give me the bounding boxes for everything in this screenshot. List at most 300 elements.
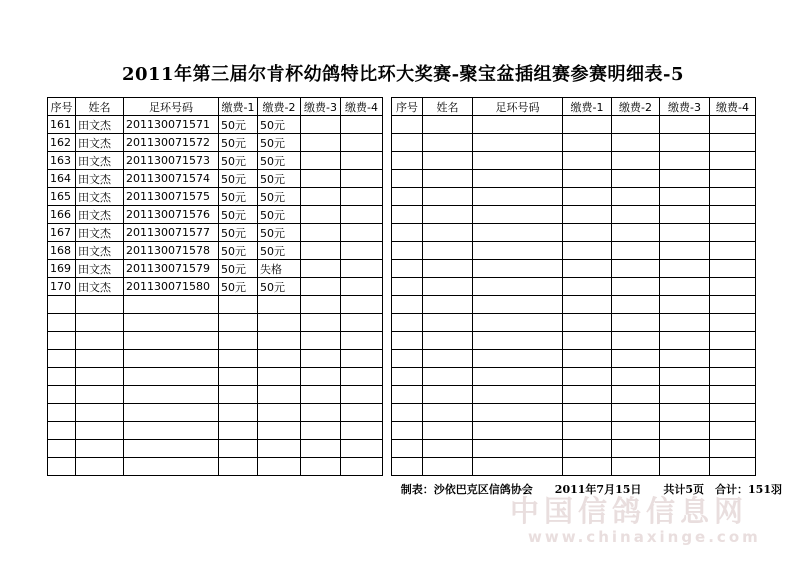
right-cell-ring bbox=[473, 134, 563, 152]
right-cell-no bbox=[392, 386, 423, 404]
right-cell-fee2 bbox=[612, 260, 660, 278]
left-cell-fee2: 50元 bbox=[258, 206, 301, 224]
right-cell-name bbox=[423, 296, 473, 314]
right-cell-fee2 bbox=[612, 368, 660, 386]
right-header-cell: 缴费-1 bbox=[563, 98, 612, 116]
left-cell-fee4 bbox=[341, 206, 383, 224]
table-row bbox=[392, 440, 756, 458]
right-cell-fee1 bbox=[563, 224, 612, 242]
left-cell-name: 田文杰 bbox=[76, 260, 124, 278]
right-cell-name bbox=[423, 242, 473, 260]
table-row bbox=[392, 296, 756, 314]
left-cell-fee3 bbox=[301, 296, 341, 314]
left-cell-ring: 201130071580 bbox=[124, 278, 219, 296]
table-row bbox=[48, 170, 383, 188]
right-cell-fee1 bbox=[563, 458, 612, 476]
right-cell-name bbox=[423, 368, 473, 386]
right-header-cell: 序号 bbox=[392, 98, 423, 116]
left-cell-fee2: 50元 bbox=[258, 242, 301, 260]
left-cell-ring bbox=[124, 350, 219, 368]
right-cell-ring bbox=[473, 188, 563, 206]
left-cell-ring: 201130071579 bbox=[124, 260, 219, 278]
right-cell-no bbox=[392, 368, 423, 386]
table-row bbox=[392, 206, 756, 224]
left-cell-fee2 bbox=[258, 386, 301, 404]
right-cell-no bbox=[392, 224, 423, 242]
table-row bbox=[392, 116, 756, 134]
right-cell-fee1 bbox=[563, 152, 612, 170]
right-cell-name bbox=[423, 224, 473, 242]
left-cell-no bbox=[48, 350, 76, 368]
left-cell-fee2 bbox=[258, 296, 301, 314]
left-cell-fee4 bbox=[341, 170, 383, 188]
right-cell-no bbox=[392, 242, 423, 260]
left-cell-no bbox=[48, 332, 76, 350]
table-row bbox=[48, 368, 383, 386]
left-cell-fee3 bbox=[301, 260, 341, 278]
table-row bbox=[48, 296, 383, 314]
right-table-body bbox=[392, 116, 756, 476]
right-cell-fee3 bbox=[660, 260, 710, 278]
left-cell-no bbox=[48, 386, 76, 404]
right-cell-ring bbox=[473, 242, 563, 260]
left-cell-name: 田文杰 bbox=[76, 188, 124, 206]
right-cell-fee3 bbox=[660, 116, 710, 134]
right-cell-ring bbox=[473, 368, 563, 386]
left-cell-name: 田文杰 bbox=[76, 242, 124, 260]
right-cell-no bbox=[392, 206, 423, 224]
left-cell-ring bbox=[124, 368, 219, 386]
left-cell-fee3 bbox=[301, 152, 341, 170]
table-row bbox=[392, 152, 756, 170]
left-cell-fee1 bbox=[219, 350, 258, 368]
table-row bbox=[392, 368, 756, 386]
table-row bbox=[48, 332, 383, 350]
right-cell-fee3 bbox=[660, 152, 710, 170]
left-cell-fee2 bbox=[258, 404, 301, 422]
right-cell-fee3 bbox=[660, 368, 710, 386]
right-cell-fee3 bbox=[660, 206, 710, 224]
left-cell-name bbox=[76, 458, 124, 476]
table-row bbox=[48, 440, 383, 458]
right-cell-fee4 bbox=[710, 422, 756, 440]
left-cell-fee4 bbox=[341, 260, 383, 278]
left-cell-fee4 bbox=[341, 242, 383, 260]
right-cell-fee1 bbox=[563, 368, 612, 386]
right-cell-name bbox=[423, 206, 473, 224]
left-cell-no: 164 bbox=[48, 170, 76, 188]
right-cell-fee4 bbox=[710, 116, 756, 134]
right-cell-fee4 bbox=[710, 206, 756, 224]
right-cell-no bbox=[392, 296, 423, 314]
left-cell-fee2: 50元 bbox=[258, 116, 301, 134]
left-cell-fee4 bbox=[341, 422, 383, 440]
table-row bbox=[48, 314, 383, 332]
left-cell-ring: 201130071574 bbox=[124, 170, 219, 188]
table-row bbox=[392, 314, 756, 332]
left-cell-ring: 201130071575 bbox=[124, 188, 219, 206]
left-cell-ring: 201130071573 bbox=[124, 152, 219, 170]
table-row bbox=[392, 332, 756, 350]
right-cell-fee4 bbox=[710, 278, 756, 296]
left-cell-fee4 bbox=[341, 350, 383, 368]
left-cell-fee1: 50元 bbox=[219, 152, 258, 170]
left-cell-name bbox=[76, 386, 124, 404]
right-cell-fee2 bbox=[612, 404, 660, 422]
right-cell-fee2 bbox=[612, 152, 660, 170]
right-cell-ring bbox=[473, 278, 563, 296]
right-cell-fee2 bbox=[612, 242, 660, 260]
right-cell-fee1 bbox=[563, 116, 612, 134]
right-cell-fee3 bbox=[660, 224, 710, 242]
right-cell-fee4 bbox=[710, 152, 756, 170]
right-cell-no bbox=[392, 332, 423, 350]
right-cell-no bbox=[392, 422, 423, 440]
watermark-url: www.chinaxinge.com bbox=[528, 528, 761, 546]
left-cell-no bbox=[48, 296, 76, 314]
left-cell-no bbox=[48, 368, 76, 386]
table-row bbox=[48, 278, 383, 296]
right-cell-ring bbox=[473, 116, 563, 134]
right-cell-fee3 bbox=[660, 188, 710, 206]
left-cell-fee1 bbox=[219, 458, 258, 476]
left-cell-fee4 bbox=[341, 368, 383, 386]
watermark-text: 中国信鸽信息网 bbox=[510, 494, 749, 528]
right-cell-no bbox=[392, 278, 423, 296]
left-cell-fee2: 50元 bbox=[258, 188, 301, 206]
left-cell-ring: 201130071576 bbox=[124, 206, 219, 224]
left-cell-fee2: 50元 bbox=[258, 278, 301, 296]
left-cell-fee2: 50元 bbox=[258, 152, 301, 170]
right-cell-name bbox=[423, 458, 473, 476]
table-row bbox=[48, 350, 383, 368]
table-row bbox=[48, 116, 383, 134]
left-cell-fee1 bbox=[219, 296, 258, 314]
table-row bbox=[48, 458, 383, 476]
left-table-body bbox=[48, 116, 383, 476]
left-cell-fee2: 50元 bbox=[258, 224, 301, 242]
left-cell-name: 田文杰 bbox=[76, 116, 124, 134]
right-cell-ring bbox=[473, 296, 563, 314]
right-cell-fee1 bbox=[563, 440, 612, 458]
right-cell-ring bbox=[473, 422, 563, 440]
table-row bbox=[48, 386, 383, 404]
right-cell-name bbox=[423, 350, 473, 368]
right-cell-fee4 bbox=[710, 386, 756, 404]
left-cell-name: 田文杰 bbox=[76, 224, 124, 242]
left-cell-ring: 201130071571 bbox=[124, 116, 219, 134]
right-cell-no bbox=[392, 188, 423, 206]
left-cell-fee3 bbox=[301, 188, 341, 206]
right-cell-fee4 bbox=[710, 188, 756, 206]
left-cell-fee2 bbox=[258, 458, 301, 476]
right-cell-fee3 bbox=[660, 296, 710, 314]
table-row bbox=[392, 242, 756, 260]
left-cell-no bbox=[48, 314, 76, 332]
left-cell-fee2: 失格 bbox=[258, 260, 301, 278]
table-row bbox=[48, 422, 383, 440]
right-cell-no bbox=[392, 404, 423, 422]
right-cell-fee2 bbox=[612, 314, 660, 332]
right-header-row bbox=[392, 98, 756, 116]
left-cell-fee3 bbox=[301, 368, 341, 386]
right-cell-fee2 bbox=[612, 170, 660, 188]
right-cell-fee3 bbox=[660, 242, 710, 260]
left-cell-name: 田文杰 bbox=[76, 278, 124, 296]
left-cell-fee3 bbox=[301, 386, 341, 404]
left-table bbox=[47, 97, 383, 476]
right-cell-name bbox=[423, 332, 473, 350]
left-cell-ring bbox=[124, 404, 219, 422]
left-cell-fee3 bbox=[301, 404, 341, 422]
right-cell-ring bbox=[473, 332, 563, 350]
right-cell-fee4 bbox=[710, 404, 756, 422]
right-cell-fee3 bbox=[660, 350, 710, 368]
right-cell-fee3 bbox=[660, 386, 710, 404]
right-cell-fee1 bbox=[563, 206, 612, 224]
right-cell-no bbox=[392, 152, 423, 170]
table-row bbox=[392, 422, 756, 440]
table-row bbox=[392, 134, 756, 152]
left-cell-name: 田文杰 bbox=[76, 134, 124, 152]
right-cell-fee2 bbox=[612, 224, 660, 242]
left-cell-fee1: 50元 bbox=[219, 242, 258, 260]
left-cell-no bbox=[48, 440, 76, 458]
left-header-cell: 足环号码 bbox=[124, 98, 219, 116]
left-cell-no: 161 bbox=[48, 116, 76, 134]
right-cell-fee2 bbox=[612, 116, 660, 134]
left-cell-name bbox=[76, 350, 124, 368]
left-cell-name: 田文杰 bbox=[76, 206, 124, 224]
right-cell-name bbox=[423, 170, 473, 188]
left-cell-name bbox=[76, 440, 124, 458]
right-cell-name bbox=[423, 440, 473, 458]
right-cell-fee1 bbox=[563, 422, 612, 440]
left-cell-no: 162 bbox=[48, 134, 76, 152]
right-cell-fee2 bbox=[612, 422, 660, 440]
left-cell-fee4 bbox=[341, 440, 383, 458]
table-row bbox=[48, 134, 383, 152]
left-cell-fee3 bbox=[301, 458, 341, 476]
left-cell-fee1 bbox=[219, 368, 258, 386]
left-cell-fee1: 50元 bbox=[219, 170, 258, 188]
right-cell-fee2 bbox=[612, 458, 660, 476]
left-cell-ring bbox=[124, 332, 219, 350]
left-cell-fee3 bbox=[301, 206, 341, 224]
right-table bbox=[391, 97, 756, 476]
left-cell-fee2 bbox=[258, 350, 301, 368]
right-cell-name bbox=[423, 422, 473, 440]
right-cell-fee4 bbox=[710, 224, 756, 242]
page-title: 2011年第三届尔肯杯幼鸽特比环大奖赛-聚宝盆插组赛参赛明细表-5 bbox=[121, 64, 685, 85]
right-cell-name bbox=[423, 188, 473, 206]
right-cell-fee2 bbox=[612, 296, 660, 314]
left-cell-fee2: 50元 bbox=[258, 170, 301, 188]
left-cell-name bbox=[76, 314, 124, 332]
right-cell-fee4 bbox=[710, 350, 756, 368]
right-cell-ring bbox=[473, 458, 563, 476]
right-header-cell: 足环号码 bbox=[473, 98, 563, 116]
left-header-row bbox=[48, 98, 383, 116]
right-cell-no bbox=[392, 458, 423, 476]
right-cell-ring bbox=[473, 386, 563, 404]
right-cell-ring bbox=[473, 260, 563, 278]
table-row bbox=[392, 404, 756, 422]
left-cell-fee1: 50元 bbox=[219, 278, 258, 296]
right-cell-fee2 bbox=[612, 332, 660, 350]
left-cell-fee4 bbox=[341, 332, 383, 350]
left-cell-name bbox=[76, 422, 124, 440]
left-cell-fee4 bbox=[341, 224, 383, 242]
right-cell-fee4 bbox=[710, 134, 756, 152]
right-cell-fee2 bbox=[612, 440, 660, 458]
left-cell-fee1: 50元 bbox=[219, 260, 258, 278]
left-cell-fee4 bbox=[341, 116, 383, 134]
left-cell-ring bbox=[124, 440, 219, 458]
right-cell-no bbox=[392, 134, 423, 152]
right-cell-no bbox=[392, 314, 423, 332]
left-cell-fee4 bbox=[341, 134, 383, 152]
table-row bbox=[392, 458, 756, 476]
table-row bbox=[48, 260, 383, 278]
right-cell-fee2 bbox=[612, 278, 660, 296]
left-cell-fee4 bbox=[341, 314, 383, 332]
right-cell-fee1 bbox=[563, 134, 612, 152]
right-cell-name bbox=[423, 278, 473, 296]
left-cell-ring: 201130071578 bbox=[124, 242, 219, 260]
right-header-cell: 缴费-4 bbox=[710, 98, 756, 116]
left-cell-fee2 bbox=[258, 314, 301, 332]
left-cell-fee4 bbox=[341, 386, 383, 404]
left-cell-fee1: 50元 bbox=[219, 224, 258, 242]
table-row bbox=[392, 350, 756, 368]
left-cell-fee3 bbox=[301, 350, 341, 368]
right-cell-fee1 bbox=[563, 170, 612, 188]
left-cell-no: 167 bbox=[48, 224, 76, 242]
left-cell-no: 168 bbox=[48, 242, 76, 260]
left-cell-fee1 bbox=[219, 332, 258, 350]
left-cell-ring: 201130071577 bbox=[124, 224, 219, 242]
right-cell-fee4 bbox=[710, 440, 756, 458]
right-cell-name bbox=[423, 314, 473, 332]
table-row bbox=[48, 206, 383, 224]
right-cell-no bbox=[392, 350, 423, 368]
right-cell-fee3 bbox=[660, 422, 710, 440]
right-cell-no bbox=[392, 170, 423, 188]
right-cell-fee3 bbox=[660, 332, 710, 350]
left-cell-fee3 bbox=[301, 116, 341, 134]
left-cell-fee4 bbox=[341, 278, 383, 296]
left-cell-ring bbox=[124, 296, 219, 314]
right-cell-name bbox=[423, 116, 473, 134]
right-header-cell: 姓名 bbox=[423, 98, 473, 116]
table-row bbox=[48, 224, 383, 242]
left-cell-ring: 201130071572 bbox=[124, 134, 219, 152]
right-cell-fee1 bbox=[563, 242, 612, 260]
right-cell-ring bbox=[473, 152, 563, 170]
left-cell-fee2: 50元 bbox=[258, 134, 301, 152]
table-row bbox=[392, 170, 756, 188]
table-row bbox=[392, 386, 756, 404]
right-cell-name bbox=[423, 152, 473, 170]
right-cell-fee1 bbox=[563, 296, 612, 314]
left-cell-no: 170 bbox=[48, 278, 76, 296]
right-cell-ring bbox=[473, 224, 563, 242]
left-cell-fee1: 50元 bbox=[219, 188, 258, 206]
right-cell-name bbox=[423, 386, 473, 404]
right-cell-fee4 bbox=[710, 368, 756, 386]
table-row bbox=[392, 188, 756, 206]
left-cell-fee3 bbox=[301, 440, 341, 458]
right-cell-fee2 bbox=[612, 386, 660, 404]
right-cell-fee3 bbox=[660, 440, 710, 458]
left-cell-fee3 bbox=[301, 422, 341, 440]
table-row bbox=[392, 260, 756, 278]
right-cell-fee1 bbox=[563, 188, 612, 206]
left-cell-fee4 bbox=[341, 188, 383, 206]
right-cell-ring bbox=[473, 404, 563, 422]
left-cell-fee3 bbox=[301, 314, 341, 332]
left-cell-ring bbox=[124, 386, 219, 404]
right-cell-fee2 bbox=[612, 188, 660, 206]
right-cell-fee1 bbox=[563, 350, 612, 368]
left-cell-fee2 bbox=[258, 332, 301, 350]
right-cell-fee3 bbox=[660, 314, 710, 332]
left-cell-fee1 bbox=[219, 314, 258, 332]
table-row bbox=[48, 188, 383, 206]
left-header-cell: 序号 bbox=[48, 98, 76, 116]
left-cell-no: 166 bbox=[48, 206, 76, 224]
left-cell-fee1: 50元 bbox=[219, 134, 258, 152]
left-cell-ring bbox=[124, 314, 219, 332]
right-cell-name bbox=[423, 404, 473, 422]
left-cell-no bbox=[48, 458, 76, 476]
right-cell-name bbox=[423, 134, 473, 152]
right-cell-fee1 bbox=[563, 386, 612, 404]
left-cell-ring bbox=[124, 422, 219, 440]
table-row bbox=[48, 152, 383, 170]
left-cell-name bbox=[76, 296, 124, 314]
left-cell-fee1 bbox=[219, 404, 258, 422]
left-cell-fee3 bbox=[301, 170, 341, 188]
right-cell-fee4 bbox=[710, 260, 756, 278]
left-cell-fee4 bbox=[341, 152, 383, 170]
right-cell-fee1 bbox=[563, 314, 612, 332]
left-cell-fee1 bbox=[219, 422, 258, 440]
table-row bbox=[392, 224, 756, 242]
left-cell-fee2 bbox=[258, 440, 301, 458]
left-header-cell: 缴费-2 bbox=[258, 98, 301, 116]
left-cell-no bbox=[48, 404, 76, 422]
left-cell-fee3 bbox=[301, 242, 341, 260]
left-cell-fee1: 50元 bbox=[219, 116, 258, 134]
footer-note: 制表：沙依巴克区信鸽协会 2011年7月15日 共计5页 合计：151羽 bbox=[400, 483, 782, 496]
right-cell-ring bbox=[473, 440, 563, 458]
left-cell-fee1 bbox=[219, 386, 258, 404]
right-cell-fee3 bbox=[660, 170, 710, 188]
right-cell-ring bbox=[473, 206, 563, 224]
right-cell-fee2 bbox=[612, 206, 660, 224]
left-header-cell: 缴费-4 bbox=[341, 98, 383, 116]
right-cell-no bbox=[392, 440, 423, 458]
left-cell-fee2 bbox=[258, 368, 301, 386]
right-cell-fee1 bbox=[563, 278, 612, 296]
right-cell-fee4 bbox=[710, 458, 756, 476]
right-cell-fee4 bbox=[710, 332, 756, 350]
right-header-cell: 缴费-3 bbox=[660, 98, 710, 116]
right-cell-no bbox=[392, 116, 423, 134]
left-cell-ring bbox=[124, 458, 219, 476]
